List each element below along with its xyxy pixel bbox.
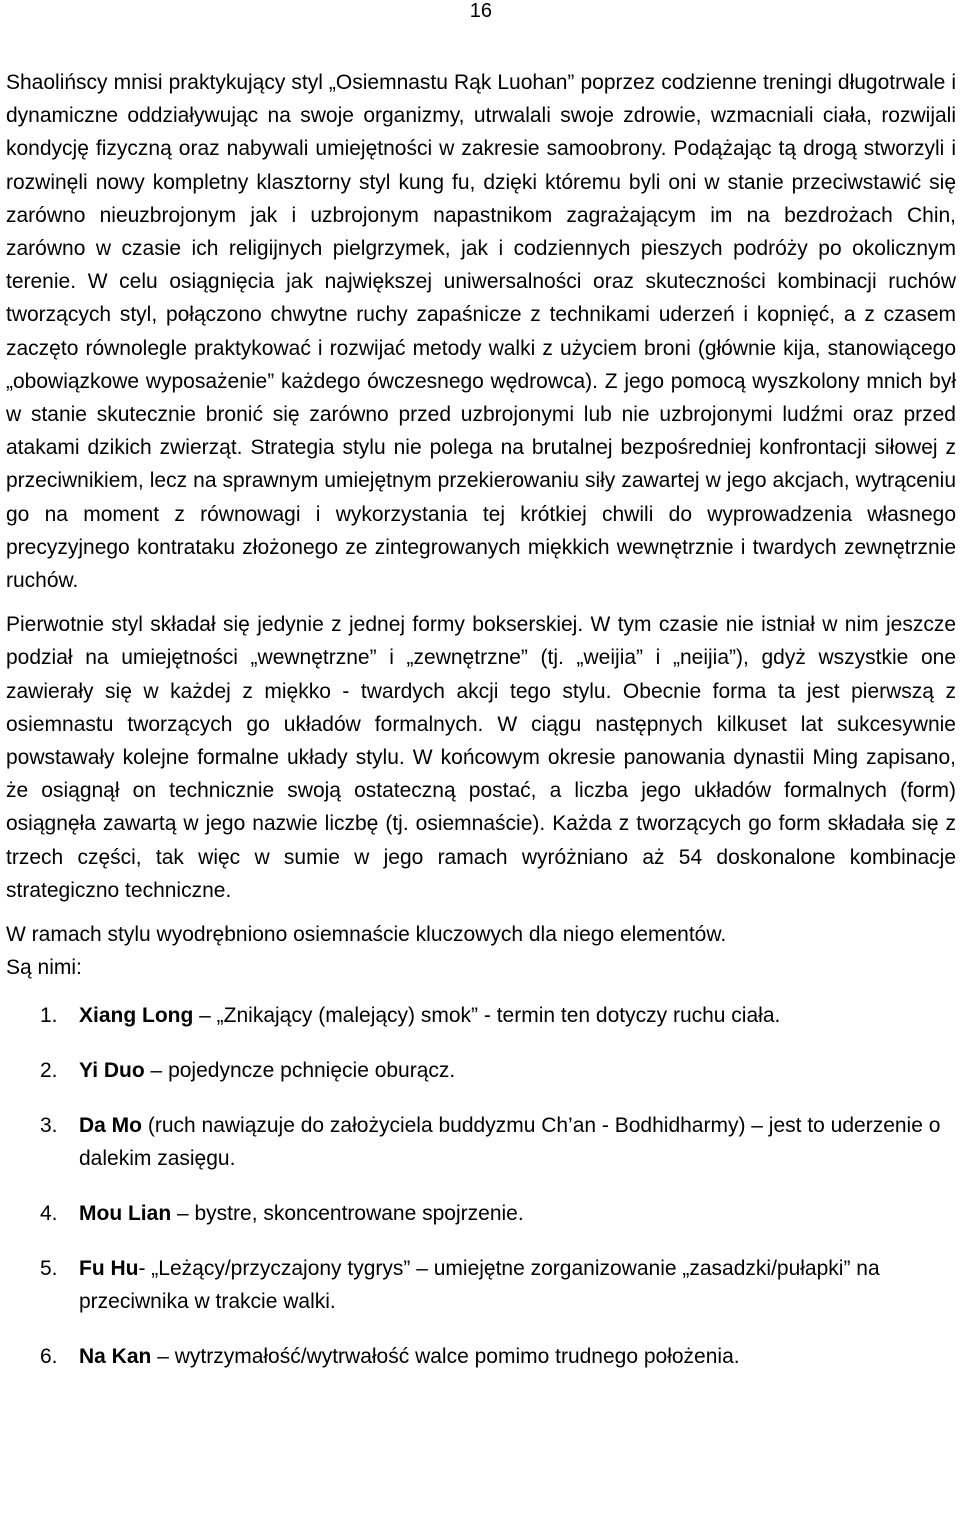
list-item-term: Na Kan	[79, 1345, 152, 1369]
document-body	[6, 66, 956, 1395]
elements-intro	[6, 918, 956, 984]
list-item	[6, 1252, 956, 1318]
page-number: 16	[469, 0, 492, 22]
list-item-term: Xiang Long	[79, 1004, 194, 1028]
list-item-description: (ruch nawiązuje do założyciela buddyzmu Ch’an - Bodhidharmy) – jest to uderzenie o dalekim zasięgu.	[79, 1114, 941, 1171]
list-item	[6, 1340, 956, 1373]
list-item-number: 3.	[40, 1114, 58, 1138]
list-item-term: Yi Duo	[79, 1059, 145, 1083]
list-item-number: 4.	[40, 1202, 58, 1226]
list-item	[6, 1197, 956, 1230]
list-item-term: Fu Hu	[79, 1257, 139, 1281]
list-item-description: – wytrzymałość/wytrwałość walce pomimo trudnego położenia.	[151, 1345, 740, 1369]
list-item-description: – pojedyncze pchnięcie oburącz.	[144, 1059, 456, 1083]
list-item	[6, 999, 956, 1032]
elements-list	[6, 999, 956, 1373]
list-item-number: 5.	[40, 1257, 58, 1281]
list-item-number: 2.	[40, 1059, 58, 1083]
list-item-term: Da Mo	[79, 1114, 142, 1138]
elements-intro-line: Są nimi:	[6, 956, 82, 980]
list-item-description: – bystre, skoncentrowane spojrzenie.	[171, 1202, 524, 1226]
list-item-description: – „Znikający (malejący) smok” - termin ten dotyczy ruchu ciała.	[193, 1004, 781, 1028]
paragraph-forms: Pierwotnie styl składał się jedynie z jednej formy bokserskiej. W tym czasie nie istniał w nim jeszcze podział na umiejętności „wewnętrzne” i „zewnętrzne” (tj. „weijia” i „neijia”), gdyż wszystkie one zawierały się w każdej z miękko - twardych akcji tego stylu. Obecnie forma ta jest pierwszą z osiemnastu tworzących go układów formalnych. W ciągu następnych kilkuset lat sukcesywnie powstawały kolejne formalne układy stylu. W końcowym okresie panowania dynastii Ming zapisano, że osiągnął on technicznie swoją ostateczną postać, a liczba jego układów formalnych (form) osiągnęła zawartą w jego nazwie liczbę (tj. osiemnaście). Każda z tworzących go form składała się z trzech części, tak więc w sumie w jego ramach wyróżniano aż 54 doskonalone kombinacje strategiczno techniczne.	[6, 613, 956, 902]
list-item-term: Mou Lian	[79, 1202, 172, 1226]
list-item-number: 6.	[40, 1345, 58, 1369]
elements-intro-line: W ramach stylu wyodrębniono osiemnaście kluczowych dla niego elementów.	[6, 923, 727, 947]
paragraph-history: Shaolińscy mnisi praktykujący styl „Osiemnastu Rąk Luohan” poprzez codzienne treningi długotrwale i dynamiczne oddziaływując na swoje organizmy, utrwalali swoje zdrowie, wzmacniali ciała, rozwijali kondycję fizyczną oraz nabywali umiejętności w zakresie samoobrony. Podążając tą drogą stworzyli i rozwinęli nowy kompletny klasztorny styl kung fu, dzięki któremu byli oni w stanie przeciwstawić się zarówno nieuzbrojonym jak i uzbrojonym napastnikom zagrażającym im na bezdrożach Chin, zarówno w czasie ich religijnych pielgrzymek, jak i codziennych pieszych podróży po okolicznym terenie. W celu osiągnięcia jak największej uniwersalności oraz skuteczności kombinacji ruchów tworzących styl, połączono chwytne ruchy zapaśnicze z technikami uderzeń i kopnięć, a z czasem zaczęto równolegle praktykować i rozwijać metody walki z użyciem broni (głównie kija, stanowiącego „obowiązkowe wyposażenie” każdego ówczesnego wędrowca). Z jego pomocą wyszkolony mnich był w stanie skutecznie bronić się zarówno przed uzbrojonymi lub nie uzbrojonymi ludźmi oraz przed atakami dzikich zwierząt. Strategia stylu nie polega na brutalnej bezpośredniej konfrontacji siłowej z przeciwnikiem, lecz na sprawnym umiejętnym przekierowaniu siły zawartej w jego akcjach, wytrąceniu go na moment z równowagi i wykorzystania tej krótkiej chwili do wyprowadzenia własnego precyzyjnego kontrataku złożonego ze zintegrowanych miękkich wewnętrznie i twardych zewnętrznie ruchów.	[6, 71, 956, 593]
list-item-number: 1.	[40, 1004, 58, 1028]
list-item	[6, 1109, 956, 1175]
list-item	[6, 1054, 956, 1087]
list-item-description: - „Leżący/przyczajony tygrys” – umiejętne zorganizowanie „zasadzki/pułapki” na przeciwnika w trakcie walki.	[79, 1257, 880, 1314]
